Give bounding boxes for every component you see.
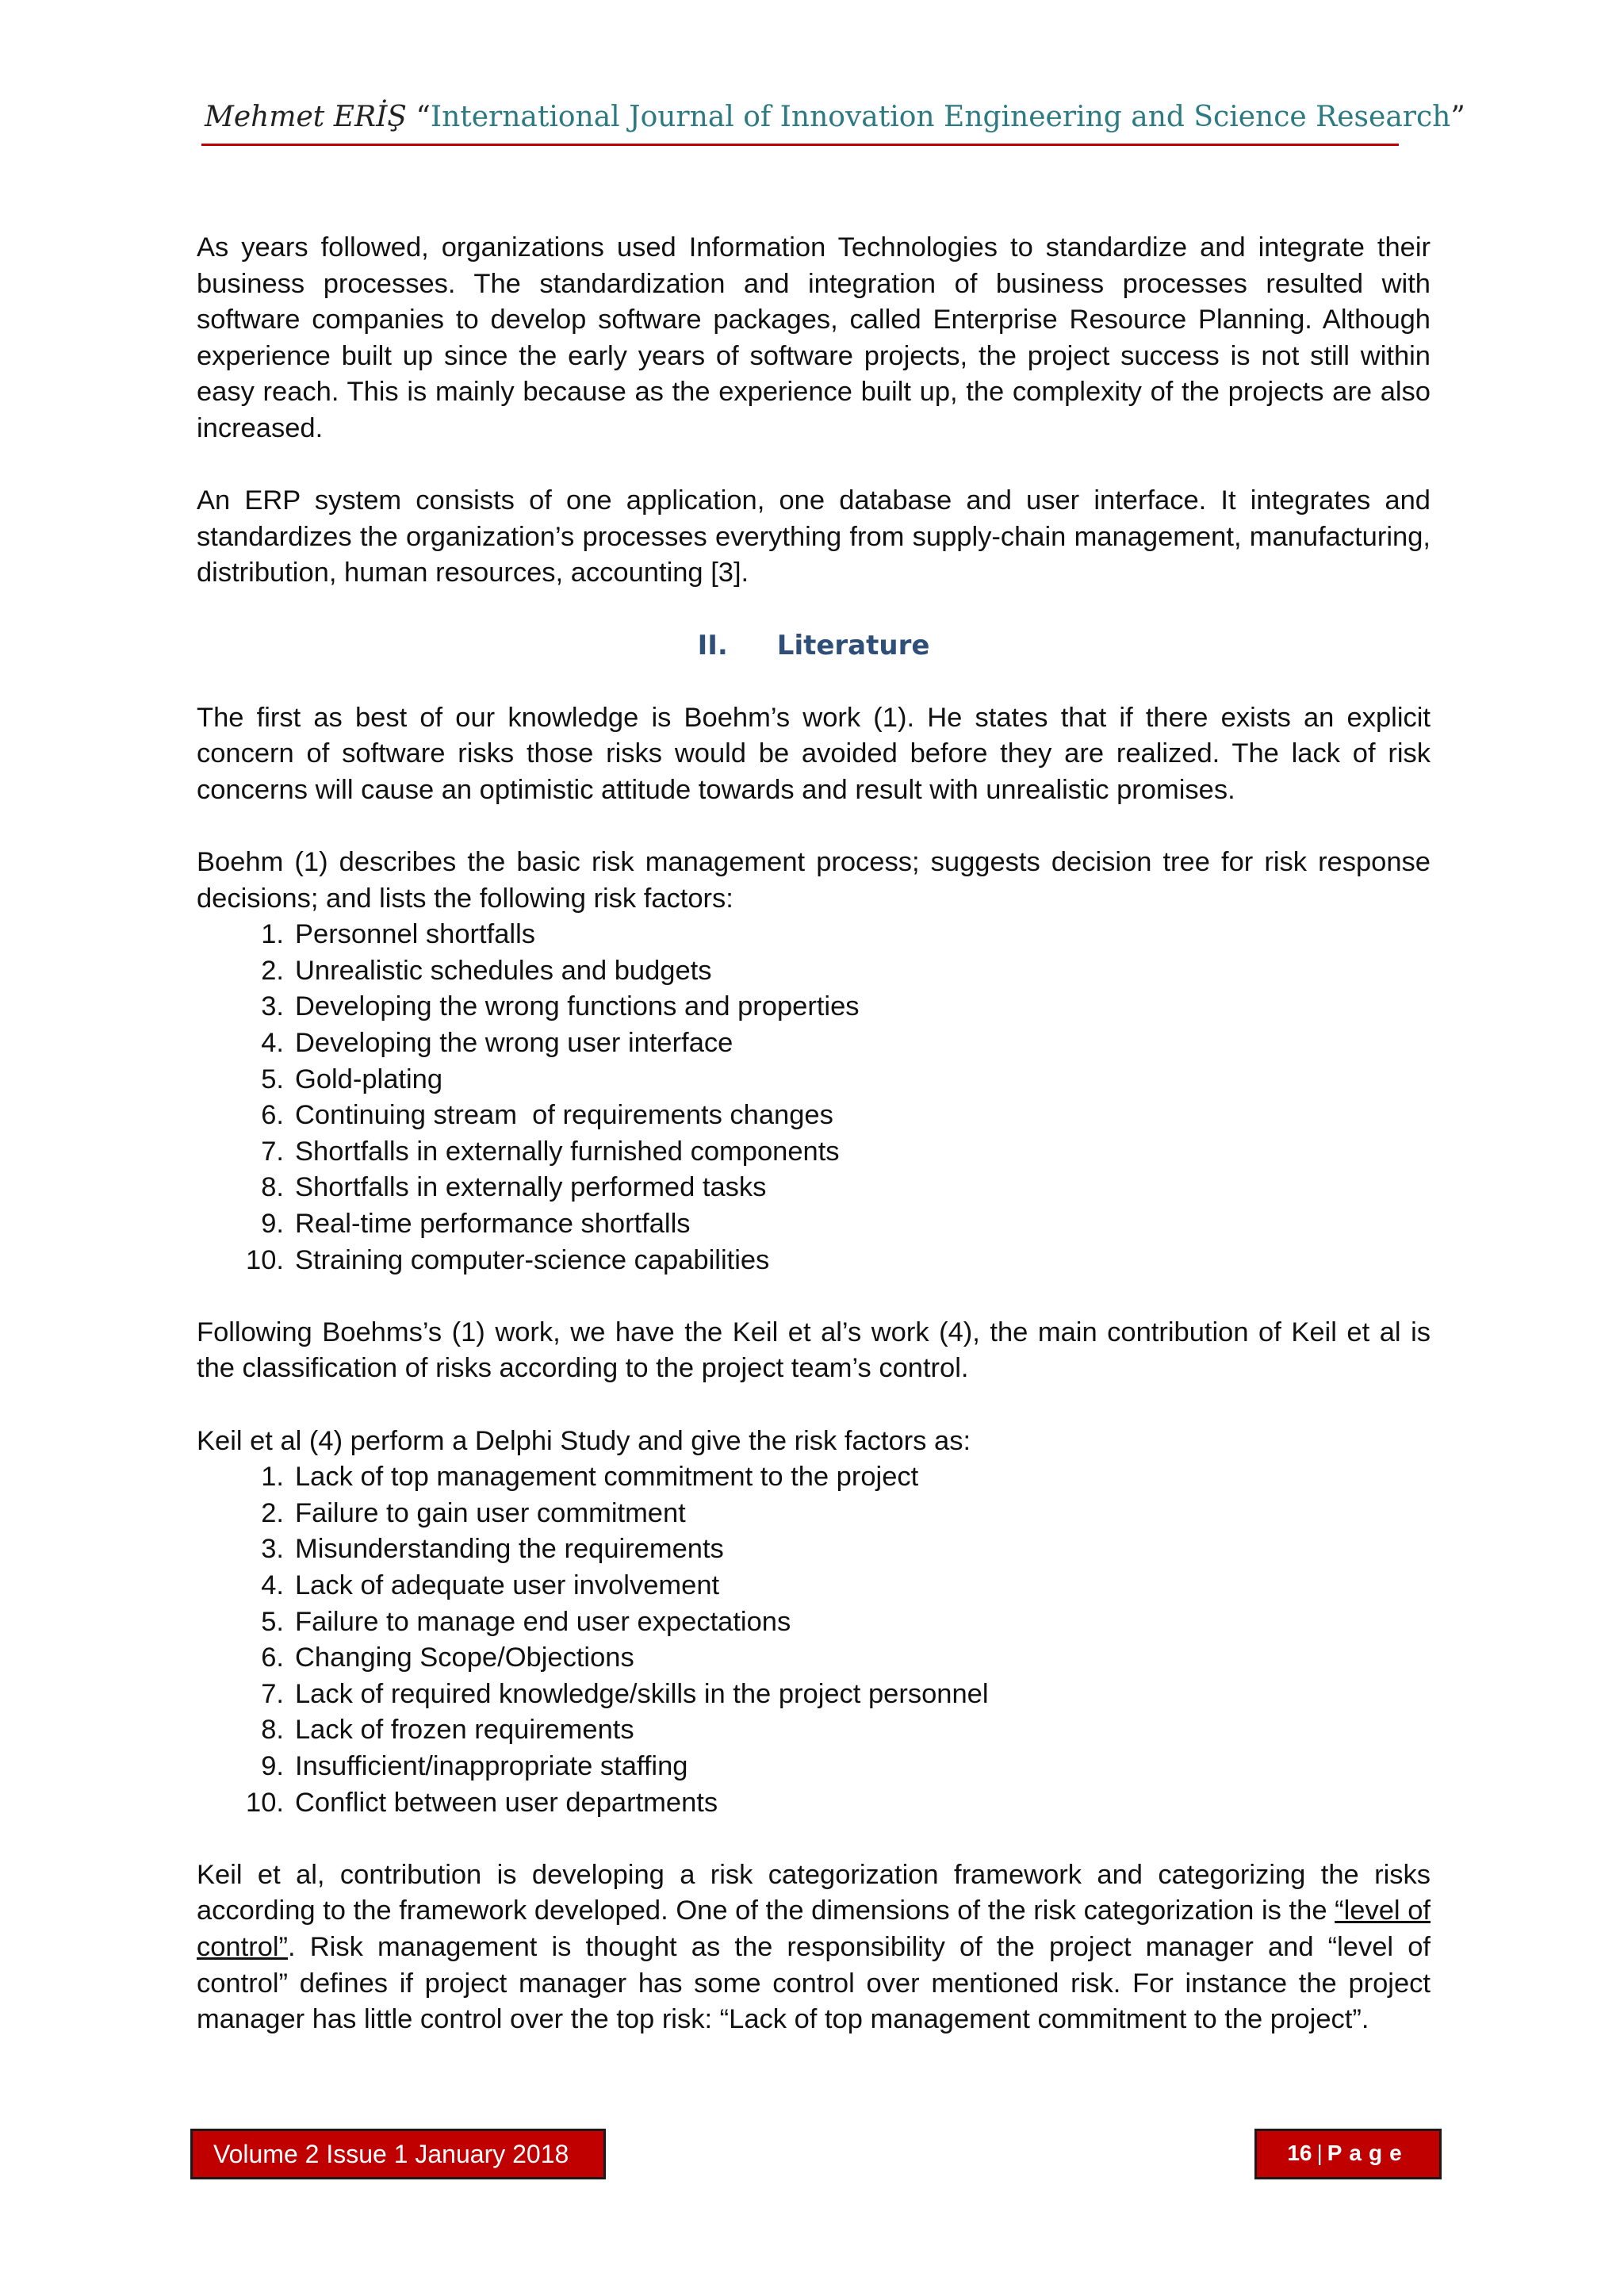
- boehm-risk-list: [197, 917, 1431, 1278]
- page-body: [197, 230, 1431, 2038]
- list-item: 10. Conflict between user departments: [246, 1787, 718, 1818]
- paragraph-keil-work: Following Boehms’s (1) work, we have the Keil et al’s work (4), the main contribution of Keil et al is the classification of risks according to the project team’s control.: [197, 1317, 1431, 1384]
- list-item: 3. Developing the wrong functions and properties: [261, 991, 860, 1022]
- header-open-quote: “: [416, 101, 431, 133]
- section-heading: [197, 628, 1431, 665]
- level-of-control-link: “level of control”: [197, 1895, 1431, 1962]
- paragraph-boehm-work: The first as best of our knowledge is Boehm’s work (1). He states that if there exists an explicit concern of software risks those risks would be avoided before they are realized. The lack of risk concerns will cause an optimistic attitude towards and result with unrealistic promises.: [197, 702, 1431, 805]
- paragraph-keil-intro: Keil et al (4) perform a Delphi Study and give the risk factors as:: [197, 1425, 971, 1456]
- paragraph-boehm-intro: Boehm (1) describes the basic risk management process; suggests decision tree for risk response decisions; and lists the following risk factors:: [197, 847, 1431, 914]
- list-item: 8. Shortfalls in externally performed tasks: [261, 1172, 767, 1203]
- list-item: 5. Gold-plating: [261, 1064, 443, 1094]
- list-item: 1. Lack of top management commitment to the project: [261, 1462, 919, 1493]
- header-rule: [201, 144, 1399, 146]
- paragraph-keil-contribution: Keil et al, contribution is developing a risk categorization framework and categorizing the risks according to the framework developed. One of the dimensions of the risk categorization is the “level of control”. Risk management is thought as the responsibility of the project manager and “level of control” defines if project manager has some control over mentioned risk. For instance the project manager has little control over the top risk: “Lack of top management commitment to the project”.: [197, 1859, 1431, 2035]
- section-number: II.: [697, 629, 728, 661]
- list-item: 8. Lack of frozen requirements: [261, 1715, 634, 1746]
- list-item: 2. Unrealistic schedules and budgets: [261, 955, 712, 986]
- list-item: 6. Continuing stream of requirements changes: [261, 1100, 833, 1131]
- footer-volume-box: [190, 2129, 606, 2179]
- keil-risk-list: [197, 1459, 1431, 1821]
- list-item: 5. Failure to manage end user expectations: [261, 1606, 791, 1637]
- list-item: 2. Failure to gain user commitment: [261, 1497, 686, 1528]
- page-label: Page: [1327, 2141, 1409, 2165]
- list-item: 10. Straining computer-science capabilities: [246, 1244, 770, 1275]
- header-journal-title: International Journal of Innovation Engineering and Science Research: [430, 101, 1451, 133]
- list-item: 7. Shortfalls in externally furnished components: [261, 1136, 840, 1167]
- running-header: [205, 94, 1465, 141]
- list-item: 3. Misunderstanding the requirements: [261, 1534, 724, 1565]
- paragraph-erp-definition: An ERP system consists of one application, one database and user interface. It integrates and standardizes the organization’s processes everything from supply-chain management, manufacturing, distribution, human resources, accounting [3].: [197, 485, 1431, 588]
- page-number: 16: [1287, 2141, 1312, 2165]
- section-title: Literature: [776, 629, 930, 661]
- list-item: 4. Developing the wrong user interface: [261, 1028, 733, 1059]
- header-author: Mehmet ERİŞ: [205, 101, 407, 133]
- header-close-quote: ”: [1450, 101, 1465, 133]
- list-item: 1. Personnel shortfalls: [261, 919, 535, 950]
- list-item: 6. Changing Scope/Objections: [261, 1642, 634, 1673]
- list-item: 9. Real-time performance shortfalls: [261, 1209, 691, 1240]
- paragraph-erp-history: As years followed, organizations used Information Technologies to standardize and integrate their business processes. The standardization and integration of business processes resulted with software companies to develop software packages, called Enterprise Resource Planning. Although experience built up since the early years of software projects, the project success is not still within easy reach. This is mainly because as the experience built up, the complexity of the projects are also increased.: [197, 232, 1431, 443]
- list-item: 9. Insufficient/inappropriate staffing: [261, 1750, 688, 1781]
- footer-page-box: [1254, 2129, 1442, 2179]
- footer-volume: Volume 2 Issue 1 January 2018: [213, 2140, 569, 2168]
- page-separator: |: [1316, 2141, 1323, 2165]
- list-item: 4. Lack of adequate user involvement: [261, 1570, 720, 1600]
- list-item: 7. Lack of required knowledge/skills in the project personnel: [261, 1678, 989, 1709]
